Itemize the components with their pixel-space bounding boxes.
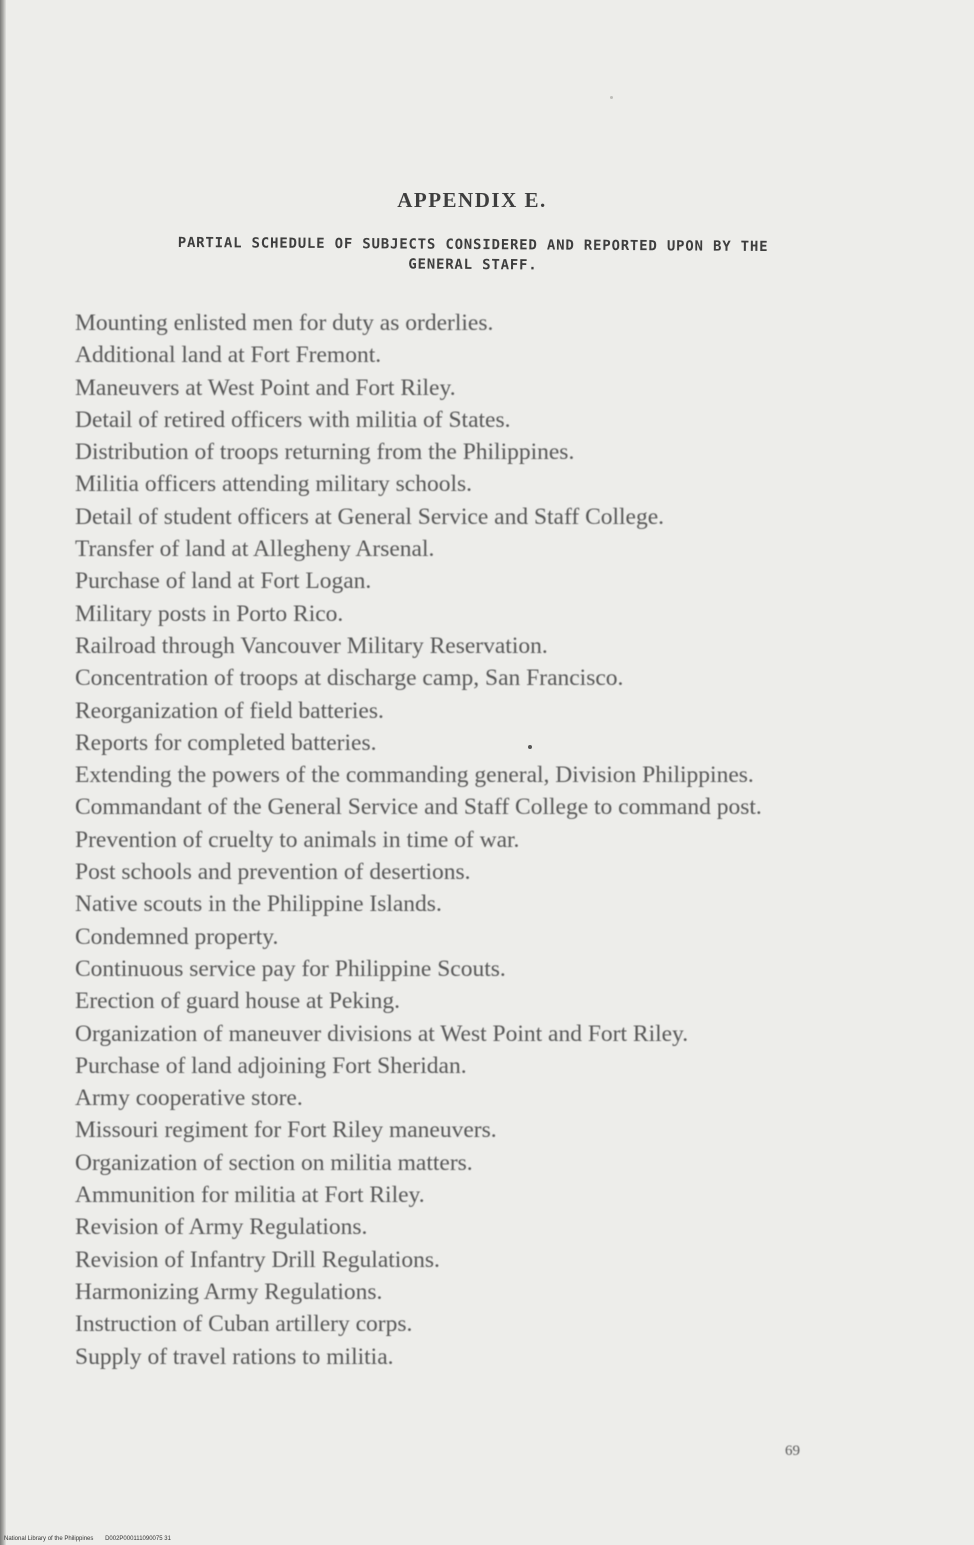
list-item: Organization of maneuver divisions at West Point and Fort Riley.	[75, 1020, 689, 1047]
list-item: Ammunition for militia at Fort Riley.	[75, 1182, 425, 1209]
stray-mark	[528, 745, 532, 749]
list-item: Military posts in Porto Rico.	[75, 600, 344, 627]
list-item: Reports for completed batteries.	[75, 729, 377, 756]
list-item: Extending the powers of the commanding general, Division Philippines.	[75, 762, 754, 789]
list-item: Missouri regiment for Fort Riley maneuvers.	[75, 1117, 497, 1144]
schedule-subheading	[52, 232, 894, 278]
list-item: Erection of guard house at Peking.	[75, 988, 400, 1015]
list-item: Mounting enlisted men for duty as orderlies.	[75, 310, 494, 336]
list-item: Instruction of Cuban artillery corps.	[75, 1311, 413, 1338]
subheading-line-1: PARTIAL SCHEDULE OF SUBJECTS CONSIDERED AND REPORTED UPON BY THE	[177, 234, 769, 256]
list-item: Harmonizing Army Regulations.	[75, 1278, 383, 1305]
paper-speck	[610, 96, 613, 99]
list-item: Revision of Army Regulations.	[75, 1214, 368, 1241]
list-item: Maneuvers at West Point and Fort Riley.	[75, 374, 456, 401]
list-item: Supply of travel rations to militia.	[75, 1343, 394, 1370]
list-item: Native scouts in the Philippine Islands.	[75, 891, 442, 918]
appendix-heading: APPENDIX E.	[397, 188, 547, 212]
footer-library: National Library of the Philippines	[4, 1536, 94, 1542]
list-item: Revision of Infantry Drill Regulations.	[75, 1246, 440, 1273]
list-item: Militia officers attending military schools.	[75, 471, 473, 498]
list-item: Detail of retired officers with militia of States.	[75, 406, 511, 433]
scan-footer	[4, 1536, 171, 1542]
list-item: Organization of section on militia matters.	[75, 1149, 473, 1176]
list-item: Continuous service pay for Philippine Scouts.	[75, 955, 506, 982]
list-item: Additional land at Fort Fremont.	[75, 342, 382, 369]
list-item: Detail of student officers at General Service and Staff College.	[75, 503, 665, 530]
list-item: Distribution of troops returning from the Philippines.	[75, 439, 575, 466]
list-item: Concentration of troops at discharge camp, San Francisco.	[75, 665, 624, 692]
subject-list	[50, 307, 895, 1373]
binding-edge	[0, 0, 6, 1545]
list-item: Reorganization of field batteries.	[75, 697, 384, 724]
list-item: Army cooperative store.	[75, 1085, 303, 1112]
list-item: Purchase of land at Fort Logan.	[75, 568, 372, 595]
list-item: Condemned property.	[75, 923, 279, 950]
list-item: Purchase of land adjoining Fort Sheridan.	[75, 1052, 467, 1079]
page-number: 69	[785, 1443, 800, 1459]
list-item: Transfer of land at Allegheny Arsenal.	[75, 536, 435, 563]
list-item: Railroad through Vancouver Military Reservation.	[75, 632, 548, 659]
list-item: Commandant of the General Service and Staff College to command post.	[75, 794, 762, 821]
list-item: Post schools and prevention of desertions.	[75, 859, 471, 886]
footer-identifier: D002P000111090075 31	[105, 1536, 171, 1542]
list-item: Prevention of cruelty to animals in time of war.	[75, 826, 520, 853]
subheading-line-2: GENERAL STAFF.	[408, 256, 538, 274]
